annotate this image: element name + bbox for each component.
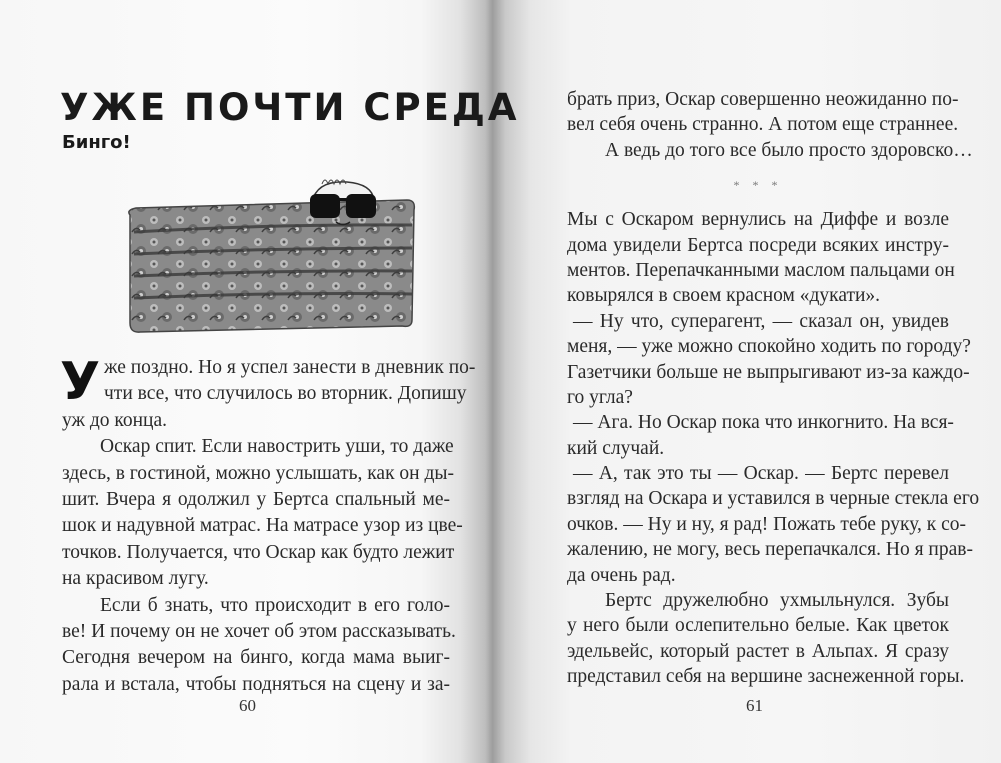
- text-line: ковырялся в своем красном «дукати».: [567, 285, 881, 307]
- chapter-title: УЖЕ ПОЧТИ СРЕДА: [60, 86, 520, 129]
- text-line: — Ну что, суперагент, — сказал он, увидев: [573, 310, 949, 332]
- air-mattress-illustration: [122, 170, 422, 335]
- text-line: представил себя на вершине заснеженной горы.: [567, 666, 965, 688]
- page-number-right: 61: [746, 696, 763, 715]
- text-line: да очень рад.: [567, 564, 676, 586]
- text-line: очков. — Ну и ну, я рад! Пожать тебе руку, к со-: [567, 513, 967, 535]
- text-line: вел себя очень странно. А потом еще страннее.: [567, 114, 959, 136]
- text-line: А ведь до того все было просто здоровско…: [605, 139, 973, 161]
- text-line: у него были ослепительно белые. Как цветок: [567, 615, 949, 637]
- text-line: точков. Получается, что Оскар как будто лежит: [62, 541, 455, 563]
- text-line: рала и встала, чтобы подняться на сцену и за-: [62, 673, 450, 695]
- text-line: го угла?: [567, 386, 633, 408]
- drop-cap: У: [60, 352, 101, 412]
- text-line: — А, так это ты — Оскар. — Бертс перевел: [573, 463, 949, 485]
- text-line: — Ага. Но Оскар пока что инкогнито. На вся-: [573, 412, 954, 434]
- text-line: Бертс дружелюбно ухмыльнулся. Зубы: [605, 590, 949, 612]
- right-page-text: [567, 87, 980, 690]
- text-line: здесь, в гостиной, можно услышать, как он ды-: [62, 462, 454, 484]
- text-line: же поздно. Но я успел занести в дневник по-: [104, 357, 476, 378]
- text-line: Оскар спит. Если навострить уши, то даже: [100, 436, 454, 458]
- text-line: на красивом лугу.: [62, 568, 209, 590]
- text-line: кий случай.: [567, 437, 665, 459]
- text-line: ве! И почему он не хочет об этом рассказывать.: [62, 620, 456, 642]
- left-page-text: [60, 352, 476, 698]
- text-line: дома увидели Бертса посреди всяких инстру-: [567, 234, 949, 256]
- text-line: Сегодня вечером на бинго, когда мама выиг-: [62, 647, 450, 669]
- text-line: уж до конца.: [62, 409, 168, 431]
- section-break: * * *: [733, 178, 783, 193]
- text-line: Мы с Оскаром вернулись на Диффе и возле: [567, 209, 949, 231]
- chapter-subtitle: Бинго!: [62, 132, 131, 153]
- text-line: шит. Вчера я одолжил у Бертса спальный ме-: [62, 488, 450, 510]
- page-number-left: 60: [239, 696, 256, 715]
- text-line: брать приз, Оскар совершенно неожиданно по-: [567, 89, 959, 110]
- text-line: Если б знать, что происходит в его голо-: [100, 594, 450, 616]
- text-line: чти все, что случилось во вторник. Допишу: [104, 383, 467, 405]
- text-line: ментов. Перепачканными маслом пальцами он: [567, 259, 955, 281]
- text-line: жалению, не могу, весь перепачкался. Но я прав-: [567, 539, 973, 561]
- text-line: Газетчики больше не выпрыгивают из-за каждо-: [567, 361, 970, 383]
- text-line: меня, — уже можно спокойно ходить по городу?: [567, 336, 971, 358]
- text-line: эдельвейс, который растет в Альпах. Я сразу: [567, 640, 949, 662]
- text-line: шок и надувной матрас. На матрасе узор из цве-: [62, 515, 463, 537]
- text-line: взгляд на Оскара и уставился в черные стекла его: [567, 488, 980, 510]
